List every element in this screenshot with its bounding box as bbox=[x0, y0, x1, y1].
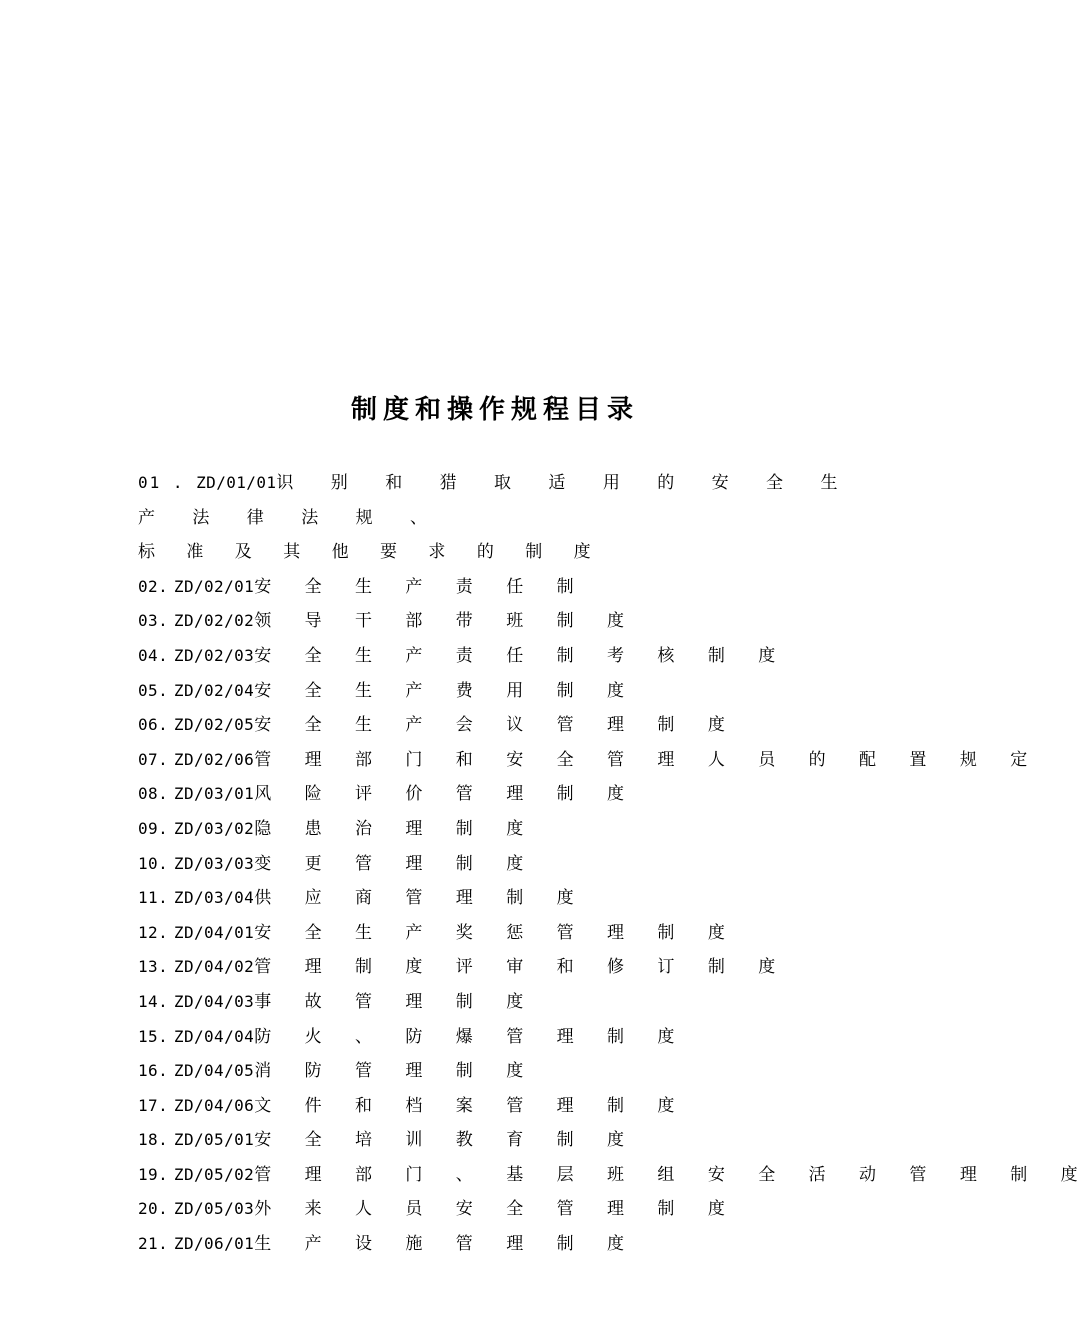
toc-item-05 bbox=[138, 674, 868, 709]
toc-item-code: ZD/04/02 bbox=[173, 957, 255, 977]
toc-item-number: 17. bbox=[138, 1095, 169, 1115]
toc-item-title: 安 全 生 产 奖 惩 管 理 制 度 bbox=[254, 922, 739, 943]
toc-item-number: 06. bbox=[138, 715, 169, 735]
toc-item-code: ZD/02/04 bbox=[173, 680, 255, 700]
toc-item-title: 领 导 干 部 带 班 制 度 bbox=[254, 611, 639, 632]
toc-item-number: 12. bbox=[138, 922, 169, 942]
toc-item-title: 事 故 管 理 制 度 bbox=[254, 991, 538, 1012]
toc-item-code: ZD/04/04 bbox=[173, 1026, 255, 1046]
toc-item-13 bbox=[138, 950, 868, 985]
toc-item-title: 管 理 部 门 、 基 层 班 组 安 全 活 动 管 理 制 度 bbox=[254, 1164, 1092, 1185]
toc-item-code: ZD/03/04 bbox=[173, 888, 255, 908]
toc-item-title: 供 应 商 管 理 制 度 bbox=[254, 888, 588, 909]
toc-item-code: ZD/04/03 bbox=[173, 991, 255, 1011]
toc-item-code: ZD/02/02 bbox=[173, 611, 255, 631]
toc-item-title: 安 全 生 产 责 任 制 考 核 制 度 bbox=[254, 645, 790, 666]
toc-item-number: 14. bbox=[138, 991, 169, 1011]
toc-item-number: 20. bbox=[138, 1199, 169, 1219]
toc-item-title-continued: 标 准 及 其 他 要 求 的 制 度 bbox=[138, 542, 604, 563]
toc-item-code: ZD/03/02 bbox=[173, 818, 255, 838]
toc-item-title: 生 产 设 施 管 理 制 度 bbox=[254, 1234, 639, 1255]
toc-item-title: 管 理 制 度 评 审 和 修 订 制 度 bbox=[254, 957, 790, 978]
toc-item-number: 16. bbox=[138, 1061, 169, 1081]
toc-item-title: 安 全 生 产 费 用 制 度 bbox=[254, 680, 639, 701]
toc-item-title: 管 理 部 门 和 安 全 管 理 人 员 的 配 置 规 定 bbox=[254, 749, 1042, 770]
toc-item-15 bbox=[138, 1020, 868, 1055]
toc-item-12 bbox=[138, 916, 868, 951]
toc-item-21 bbox=[138, 1227, 868, 1262]
toc-item-code: ZD/01/01 bbox=[196, 473, 277, 492]
toc-item-code: ZD/05/01 bbox=[173, 1130, 255, 1150]
toc-item-14 bbox=[138, 985, 868, 1020]
toc-item-07 bbox=[138, 743, 1042, 778]
toc-item-code: ZD/02/01 bbox=[173, 576, 255, 596]
toc-item-code: ZD/02/06 bbox=[173, 749, 255, 769]
toc-item-18 bbox=[138, 1123, 868, 1158]
toc-item-code: ZD/02/05 bbox=[173, 715, 255, 735]
toc-item-number: 09. bbox=[138, 818, 169, 838]
toc-item-code: ZD/03/03 bbox=[173, 853, 255, 873]
toc-item-number: 11. bbox=[138, 888, 169, 908]
toc-item-number: 19. bbox=[138, 1164, 169, 1184]
toc-item-number: 15. bbox=[138, 1026, 169, 1046]
toc-item-number: 21. bbox=[138, 1234, 169, 1254]
toc-item-09 bbox=[138, 812, 868, 847]
toc-item-06 bbox=[138, 708, 868, 743]
toc-item-number: 07. bbox=[138, 749, 169, 769]
toc-item-code: ZD/05/02 bbox=[173, 1164, 255, 1184]
toc-item-08 bbox=[138, 777, 868, 812]
toc-item-title: 安 全 生 产 责 任 制 bbox=[254, 576, 588, 597]
toc-item-10 bbox=[138, 847, 868, 882]
toc-item-title: 隐 患 治 理 制 度 bbox=[254, 818, 538, 839]
toc-item-code: ZD/04/01 bbox=[173, 922, 255, 942]
toc-item-title: 外 来 人 员 安 全 管 理 制 度 bbox=[254, 1199, 739, 1220]
toc-item-number: 10. bbox=[138, 853, 169, 873]
toc-item-19 bbox=[138, 1158, 1092, 1193]
toc-item-number: 13. bbox=[138, 957, 169, 977]
toc-item-title: 安 全 培 训 教 育 制 度 bbox=[254, 1130, 639, 1151]
toc-item-title: 防 火 、 防 爆 管 理 制 度 bbox=[254, 1026, 689, 1047]
toc-item-01 bbox=[138, 466, 868, 570]
toc-item-number: 03. bbox=[138, 611, 169, 631]
toc-item-title: 识 别 和 猎 取 适 用 的 安 全 生 产 法 律 法 规 、 bbox=[138, 473, 854, 528]
toc-item-code: ZD/04/06 bbox=[173, 1095, 255, 1115]
toc-item-number: 02. bbox=[138, 576, 169, 596]
toc-item-04 bbox=[138, 639, 868, 674]
toc-item-code: ZD/03/01 bbox=[173, 784, 255, 804]
toc-item-02 bbox=[138, 570, 868, 605]
toc-item-number: 01 . bbox=[138, 473, 185, 492]
toc-item-20 bbox=[138, 1192, 868, 1227]
toc-item-16 bbox=[138, 1054, 868, 1089]
table-of-contents bbox=[138, 466, 1092, 1262]
toc-item-11 bbox=[138, 881, 868, 916]
toc-item-title: 消 防 管 理 制 度 bbox=[254, 1061, 538, 1082]
toc-item-number: 18. bbox=[138, 1130, 169, 1150]
toc-item-code: ZD/06/01 bbox=[173, 1234, 255, 1254]
toc-item-number: 08. bbox=[138, 784, 169, 804]
toc-item-17 bbox=[138, 1089, 868, 1124]
toc-item-title: 风 险 评 价 管 理 制 度 bbox=[254, 784, 639, 805]
toc-item-code: ZD/05/03 bbox=[173, 1199, 255, 1219]
toc-item-title: 文 件 和 档 案 管 理 制 度 bbox=[254, 1095, 689, 1116]
toc-item-03 bbox=[138, 604, 868, 639]
toc-item-code: ZD/04/05 bbox=[173, 1061, 255, 1081]
toc-item-title: 安 全 生 产 会 议 管 理 制 度 bbox=[254, 715, 739, 736]
toc-item-number: 04. bbox=[138, 645, 169, 665]
toc-item-title: 变 更 管 理 制 度 bbox=[254, 853, 538, 874]
toc-item-code: ZD/02/03 bbox=[173, 645, 255, 665]
page-title: 制度和操作规程目录 bbox=[350, 395, 639, 425]
toc-item-number: 05. bbox=[138, 680, 169, 700]
